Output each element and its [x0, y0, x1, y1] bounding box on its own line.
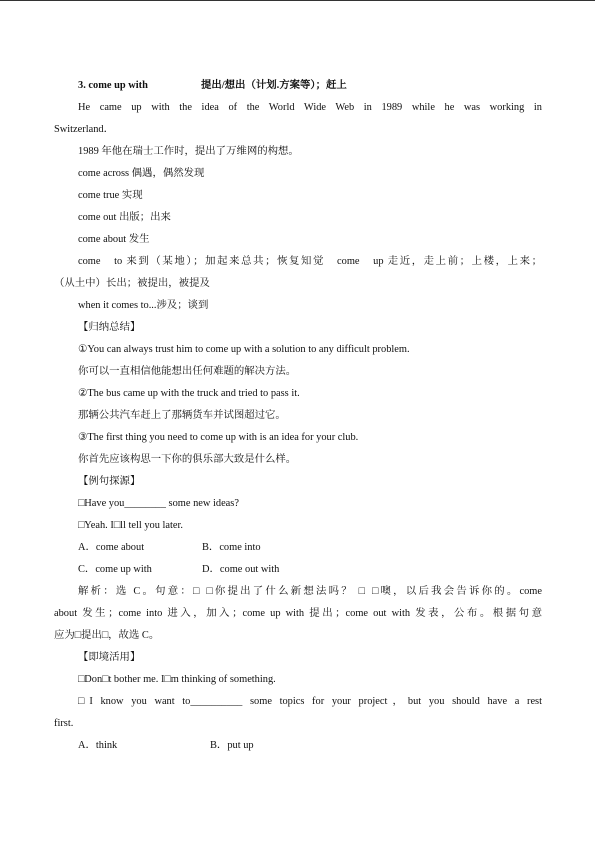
options-row: [78, 739, 254, 753]
option-b: B．come into: [202, 542, 261, 553]
summary-example-en: ③The first thing you need to come up with is an idea for your club.: [78, 432, 359, 443]
explore-title: 【例句探源】: [78, 476, 141, 487]
dialog-line: □Have you________ some new ideas?: [78, 498, 239, 509]
summary-example-en: ①You can always trust him to come up with a solution to any difficult problem.: [78, 344, 410, 355]
heading-title: 3. come up with: [78, 80, 148, 91]
summary-example-zh: 那辆公共汽车赶上了那辆货车并试图超过它。: [78, 410, 286, 421]
option-c: C．come up with: [78, 564, 152, 575]
options-row: [78, 541, 261, 555]
come-to-line1: come to 来到（某地）；加起来总共；恢复知觉 come up 走近，走上前；上楼，上来；: [78, 256, 542, 267]
option-d: D．come out with: [202, 564, 280, 575]
practice-question-line2: first.: [54, 718, 74, 729]
practice-line: □Don□t bother me. I□m thinking of something.: [78, 674, 276, 685]
analysis-line1: 解析：选 C。句意：□ □你提出了什么新想法吗？ □ □噢，以后我会告诉你的。come: [78, 586, 542, 597]
option-b: B．put up: [210, 740, 254, 751]
phrase-item: come across 偶遇，偶然发现: [78, 168, 205, 179]
phrase-item: come true 实现: [78, 190, 143, 201]
analysis-line2: about 发生；come into 进入，加入；come up with 提出；come out with 发表，公布。根据句意: [54, 608, 542, 619]
when-it-comes: when it comes to...涉及；谈到: [78, 300, 209, 311]
summary-title: 【归纳总结】: [78, 322, 141, 333]
come-to-line2: （从土中）长出；被提出，被提及: [54, 278, 210, 289]
example-en-line1: He came up with the idea of the World Wide Web in 1989 while he was working in: [78, 102, 542, 113]
phrase-item: come out 出版；出来: [78, 212, 171, 223]
summary-example-zh: 你可以一直相信他能想出任何难题的解决方法。: [78, 366, 297, 377]
summary-example-en: ②The bus came up with the truck and tried to pass it.: [78, 388, 300, 399]
option-a: A．come about: [78, 542, 145, 553]
options-row: [78, 563, 279, 577]
analysis-line3: 应为□提出□，故选 C。: [54, 630, 160, 641]
page-top-border: [0, 0, 595, 1]
dialog-line: □Yeah. I□ll tell you later.: [78, 520, 183, 531]
example-zh: 1989 年他在瑞士工作时，提出了万维网的构想。: [78, 146, 299, 157]
practice-question-line1: □I know you want to__________ some topics for your project，but you should have a rest: [78, 696, 542, 707]
practice-title: 【即境活用】: [78, 652, 141, 663]
option-a: A．think: [78, 740, 118, 751]
phrase-item: come about 发生: [78, 234, 150, 245]
example-en-line2: Switzerland．: [54, 124, 115, 135]
summary-example-zh: 你首先应该构思一下你的俱乐部大致是什么样。: [78, 454, 297, 465]
section-heading: [78, 79, 347, 93]
heading-meaning: 提出/想出（计划.方案等）；赶上: [201, 80, 347, 91]
